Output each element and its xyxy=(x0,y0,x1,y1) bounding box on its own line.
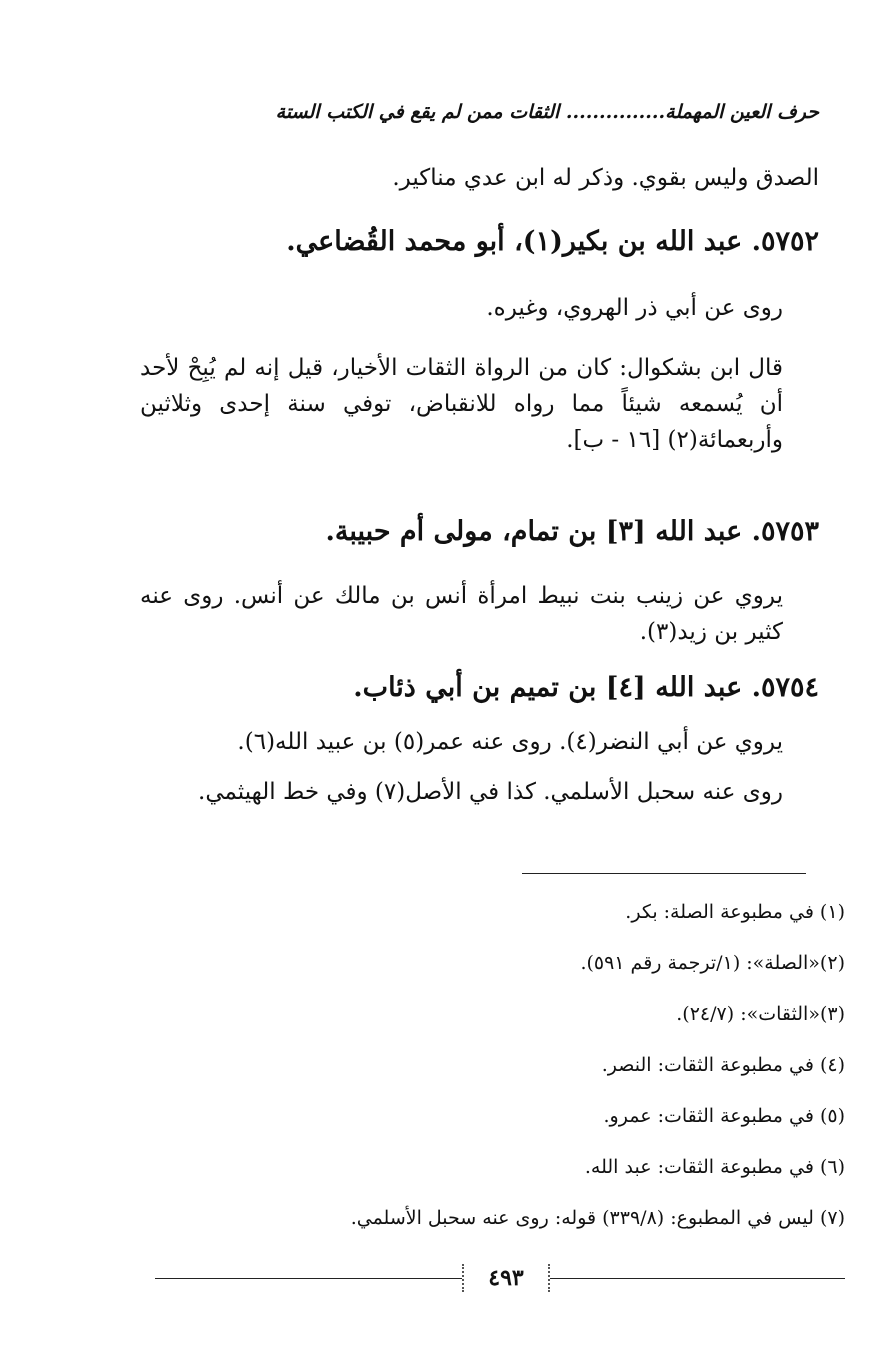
footnote-2: (٢)«الصلة»: (١/ترجمة رقم ٥٩١). xyxy=(580,952,845,974)
running-header xyxy=(150,100,819,148)
footnote-separator xyxy=(522,873,806,874)
entry-5752-title: ٥٧٥٢. عبد الله بن بكير(١)، أبو محمد القُضاعي. xyxy=(286,226,819,257)
footnote-1: (١) في مطبوعة الصلة: بكر. xyxy=(625,901,845,923)
footnote-7: (٧) ليس في المطبوع: (٣٣٩/٨) قوله: روى عنه سحبل الأسلمي. xyxy=(350,1207,845,1229)
entry-5752-paragraph-2: قال ابن بشكوال: كان من الرواة الثقات الأخيار، قيل إنه لم يُبِحْ لأحد أن يُسمعه شيئاً مما رواه للانقباض، توفي سنة إحدى وثلاثين وأربعمائة(٢) [١٦ - ب]. xyxy=(140,355,783,453)
page-number: ٤٩٣ xyxy=(462,1264,550,1292)
entry-5753-title: ٥٧٥٣. عبد الله [٣] بن تمام، مولى أم حبيبة. xyxy=(325,516,819,547)
entry-5754-paragraph-1: يروي عن أبي النضر(٤). روى عنه عمر(٥) بن عبيد الله(٦). xyxy=(237,729,783,755)
footnote-6: (٦) في مطبوعة الثقات: عبد الله. xyxy=(584,1156,845,1178)
header-line-1: حرف العين المهملة............... الثقات ممن لم يقع في الكتب الستة xyxy=(275,101,819,123)
footnote-5: (٥) في مطبوعة الثقات: عمرو. xyxy=(603,1105,845,1127)
footnotes-list xyxy=(220,900,845,1257)
entry-5754-paragraph-2: روى عنه سحبل الأسلمي. كذا في الأصل(٧) وفي خط الهيثمي. xyxy=(198,779,783,805)
entry-5754-title: ٥٧٥٤. عبد الله [٤] بن تميم بن أبي ذئاب. xyxy=(353,672,819,703)
footnote-4: (٤) في مطبوعة الثقات: النصر. xyxy=(601,1054,845,1076)
paragraph-continuation: الصدق وليس بقوي. وذكر له ابن عدي مناكير. xyxy=(392,165,819,191)
entry-5752-paragraph-1: روى عن أبي ذر الهروي، وغيره. xyxy=(486,295,783,321)
footnote-3: (٣)«الثقات»: (٢٤/٧). xyxy=(676,1003,845,1025)
entry-5753-paragraph-1: يروي عن زينب بنت نبيط امرأة أنس بن مالك عن أنس. روى عنه كثير بن زيد(٣). xyxy=(140,583,783,645)
